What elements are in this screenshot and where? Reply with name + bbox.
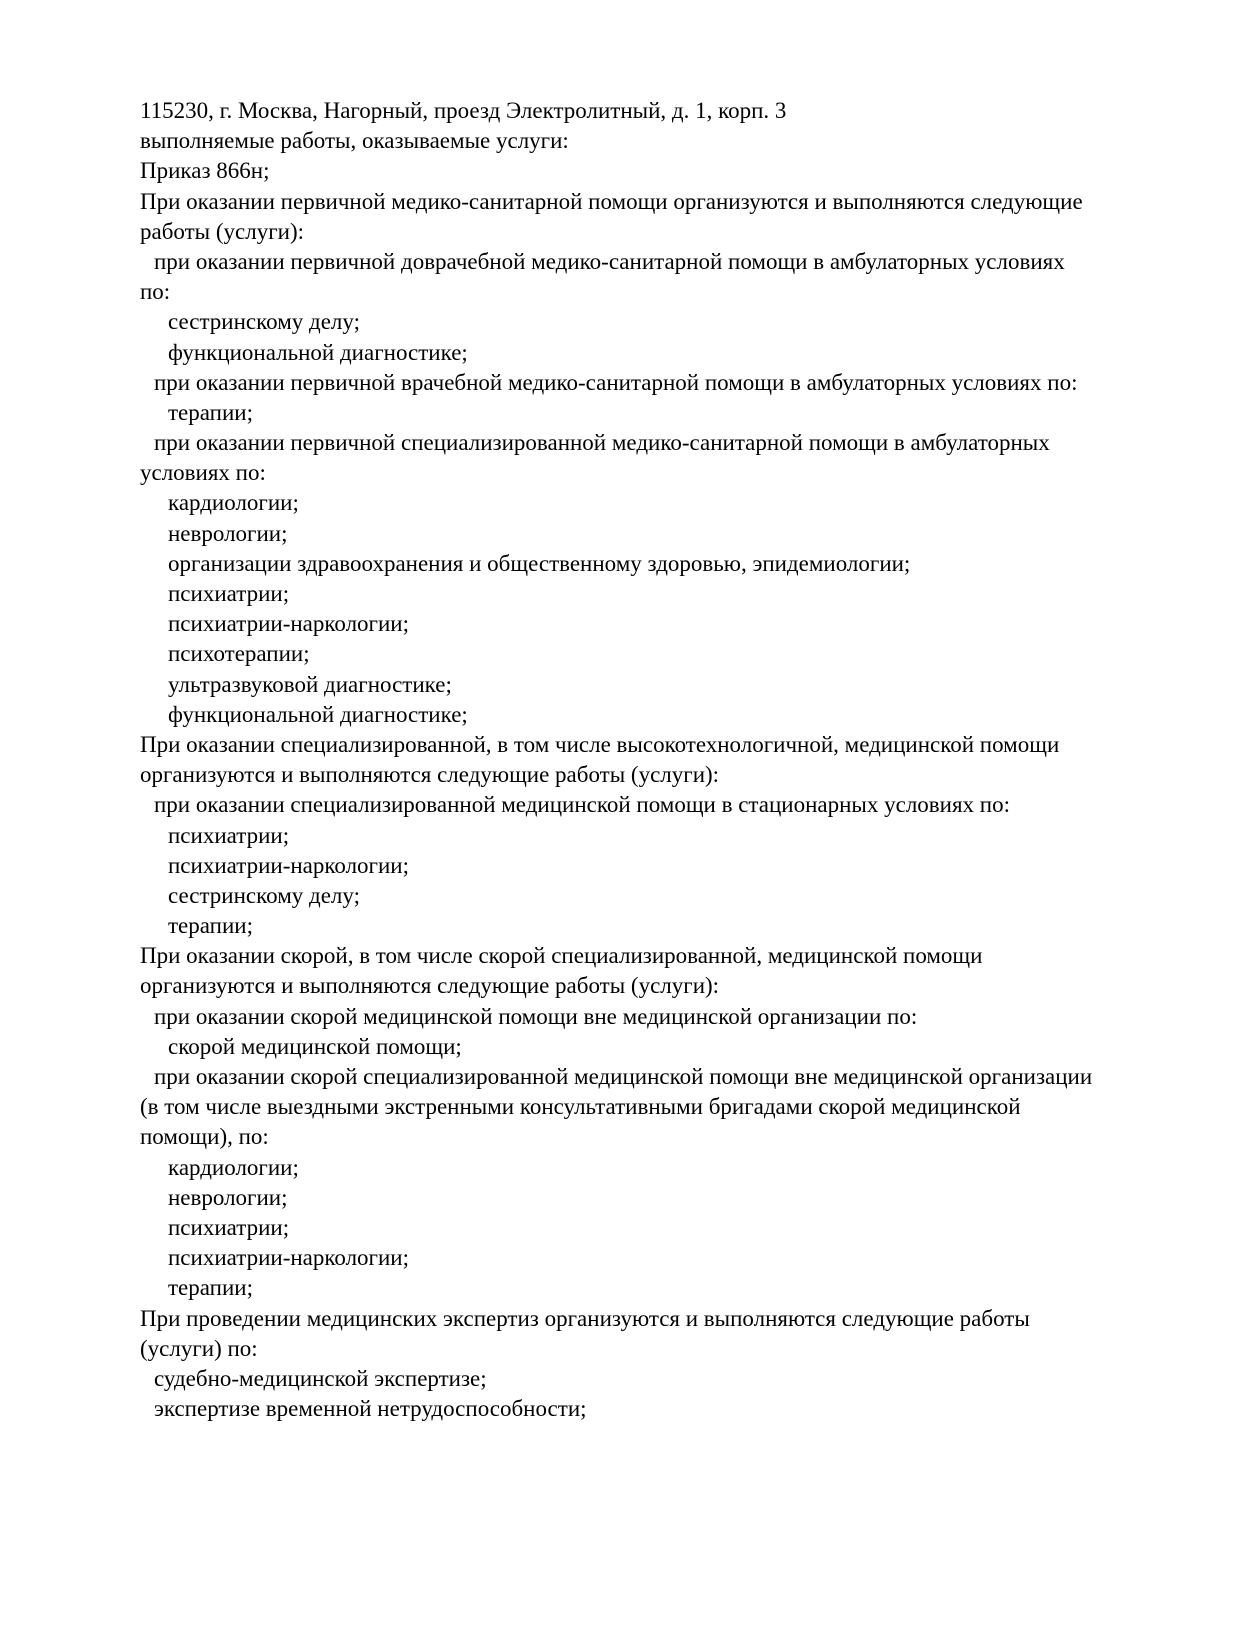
document-line: организации здравоохранения и общественному здоровью, эпидемиологии; [168,550,911,576]
document-line: терапии; [168,399,253,425]
document-line: выполняемые работы, оказываемые услуги: [140,128,569,154]
document-line: условиях по: [140,460,266,486]
document-line: организуются и выполняются следующие работы (услуги): [140,973,720,999]
document-line: кардиологии; [168,490,299,516]
document-line: экспертизе временной нетрудоспособности; [154,1396,587,1422]
document-line: сестринскому делу; [168,309,360,335]
document-line: функциональной диагностике; [168,339,468,365]
document-line: психотерапии; [168,641,310,667]
document-line: (в том числе выездными экстренными консультативными бригадами скорой медицинской [140,1094,1021,1120]
document-text-block [140,96,1220,1424]
document-line: Приказ 866н; [140,158,270,184]
document-line: ультразвуковой диагностике; [168,671,452,697]
document-line: неврологии; [168,520,288,546]
document-line: психиатрии; [168,1214,290,1240]
document-line: организуются и выполняются следующие работы (услуги): [140,762,720,788]
document-line: при оказании скорой медицинской помощи вне медицинской организации по: [154,1003,918,1029]
document-line: при оказании первичной врачебной медико-санитарной помощи в амбулаторных условиях по: [154,369,1078,395]
document-line: психиатрии-наркологии; [168,852,409,878]
document-line: по: [140,279,171,305]
document-line: при оказании первичной доврачебной медико-санитарной помощи в амбулаторных условиях [154,248,1065,274]
document-line: судебно-медицинской экспертизе; [154,1365,487,1391]
document-line: терапии; [168,1275,253,1301]
document-line: психиатрии; [168,581,290,606]
document-line: психиатрии-наркологии; [168,1245,409,1271]
document-line: При оказании скорой, в том числе скорой специализированной, медицинской помощи [140,943,983,969]
document-line: работы (услуги): [140,218,304,244]
document-line: (услуги) по: [140,1335,258,1361]
document-line: психиатрии-наркологии; [168,611,409,637]
document-line: При оказании первичной медико-санитарной помощи организуются и выполняются следующие [140,188,1083,214]
document-line: помощи), по: [140,1124,269,1150]
document-line: терапии; [168,913,253,939]
document-line: при оказании специализированной медицинской помощи в стационарных условиях по: [154,792,1010,818]
document-line: кардиологии; [168,1154,299,1180]
document-line: При проведении медицинских экспертиз организуются и выполняются следующие работы [140,1305,1030,1331]
document-line: При оказании специализированной, в том числе высокотехнологичной, медицинской помощи [140,731,1060,757]
document-line: психиатрии; [168,822,290,848]
document-line: 115230, г. Москва, Нагорный, проезд Электролитный, д. 1, корп. 3 [140,98,787,123]
document-line: при оказании скорой специализированной медицинской помощи вне медицинской организации [154,1064,1093,1089]
document-line: при оказании первичной специализированной медико-санитарной помощи в амбулаторных [154,430,1050,456]
document-line: функциональной диагностике; [168,701,468,727]
document-line: сестринскому делу; [168,882,360,908]
document-line: скорой медицинской помощи; [168,1033,462,1059]
document-line: неврологии; [168,1184,288,1210]
